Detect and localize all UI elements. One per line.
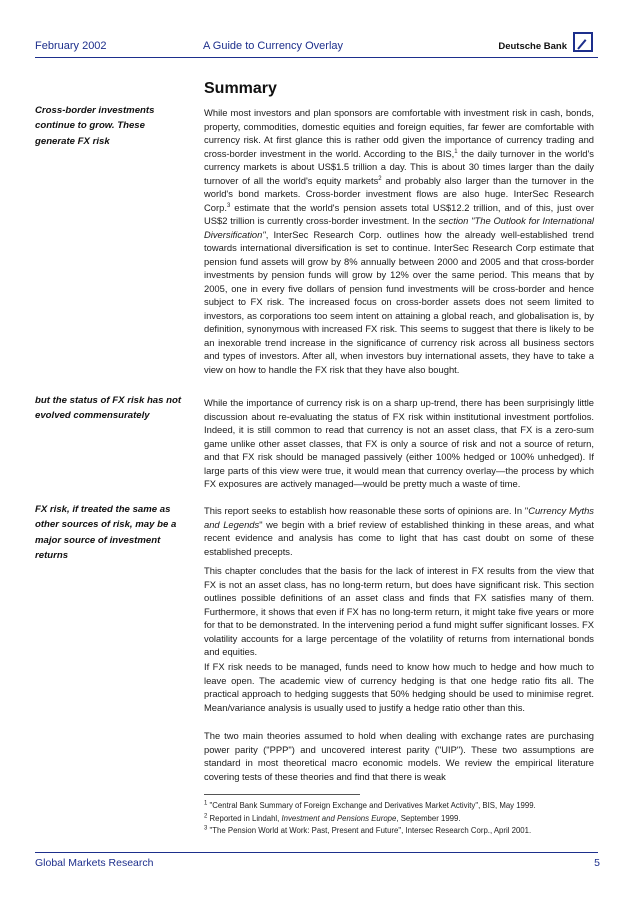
header-divider xyxy=(35,57,598,58)
paragraph-1: While most investors and plan sponsors are comfortable with investment risk in cash, bonds, property, commodities, domestic equities and foreign equities, far fewer are comfortable with currency risk. At first glance this is rather odd given the importance of currency trading and cross-border investment in the world. According to the BIS,$^1$ the daily turnover in the world's currency markets is about US$1.5 trillion a day. This is about 30 times larger than the daily turnover of all the world's equity markets$^2$ and probably also larger than the turnover in the world's bond markets. Cross-border investment flows are also huge. InterSec Research Corp.$^3$ estimate that the world's pension assets total US$12.2 trillion, and of this, just over US$2 trillion is currently cross-border investment. In the section "The Outlook for International Diversification", InterSec Research Corp. outlines how the already well-established trend towards international diversification is set to continue. InterSec Research Corp estimate that pension fund assets will grow by 8% annually between 2000 and 2005 and that cross-border investments by pension funds will grow by 12% over the same period. This means that by 2005, one in every five dollars of pension fund investments will be cross-border and hence subject to FX risk. The increased focus on cross-border assets does not seem limited to investors, as corporations too seem intent on attaining a global reach, and globalisation is, by definition, synonymous with increased FX risk. This seems to suggest that there is likely to be an inexorable trend increase in the significance of currency risk across all business sectors and types of investors. After all, when investors buy international assets, they have to take a view on how to handle the FX risk that they have also bought. xyxy=(204,107,594,375)
paragraph-2: While the importance of currency risk is on a sharp up-trend, there has been surprisingly little discussion about re-evaluating the status of FX risk within institutional investment portfolios. Indeed, it is still common to read that currency is not an asset class, that FX is a zero-sum game unlike other asset classes, that FX is only a source of risk and not a source of return, and that FX risk should be managed passively (either 100% hedged or 100% unhedged). If large parts of this view were true, it would mean that currency overlay—the process by which FX exposures are actively managed—would be pretty much a waste of time. xyxy=(204,397,594,489)
sidenote-3: FX risk, if treated the same as other sources of risk, may be a major source of investment returns xyxy=(35,504,177,561)
footnote-1: $^1$ "Central Bank Summary of Foreign Exchange and Derivatives Market Activity", BIS, May 1999. xyxy=(204,800,536,810)
sidenote-2: but the status of FX risk has not evolved commensurately xyxy=(35,395,182,422)
footnote-3: $^3$ "The Pension World at Work: Past, Present and Future", Intersec Research Corp., April 2001. xyxy=(204,825,532,835)
paragraph-4: This chapter concludes that the basis for the lack of interest in FX results from the view that FX is not an asset class, has no long-term return, but does have significant risk. This section outlines possible definitions of an asset class and finds that FX satisfies many of them. Furthermore, it shows that even if FX has no long-term return, it might take five years or more for that to be demonstrated. In the intervening period a fund might suffer significant losses. FX volatility accounts for a large percentage of the volatility of returns from international bonds and equities. xyxy=(204,565,594,657)
header-brand: Deutsche Bank xyxy=(498,41,567,52)
deutsche-bank-logo-icon xyxy=(573,32,593,52)
sidenote-1: Cross-border investments continue to grow. These generate FX risk xyxy=(35,105,155,147)
section-title: Summary xyxy=(204,80,277,97)
footnote-divider xyxy=(204,794,360,795)
footnote-mark-2: 2 xyxy=(378,175,382,182)
paragraph-5: If FX risk needs to be managed, funds need to know how much to hedge and how much to leave open. The academic view of currency hedging is that one hedge ratio fits all. The practical approach to hedging suggests that 50% hedging should be used to minimise regret. Mean/variance analysis is usually used to justify a hedge ratio other than this. xyxy=(204,661,594,713)
footnote-mark-3: 3 xyxy=(226,202,231,209)
footer-label: Global Markets Research xyxy=(35,857,154,869)
header-date: February 2002 xyxy=(35,40,107,52)
section-reference: section "The Outlook for International Diversification" xyxy=(204,215,594,240)
chapter-reference: Currency Myths and Legends xyxy=(204,505,594,530)
footer-divider xyxy=(35,852,598,853)
footnote-2: $^2$ Reported in Lindahl, Investment and Pensions Europe, September 1999. xyxy=(204,812,461,823)
footnotes xyxy=(204,800,594,838)
footnote-mark-1: 1 xyxy=(454,148,458,155)
paragraph-6: The two main theories assumed to hold when dealing with exchange rates are purchasing power parity ("PPP") and uncovered interest parity ("UIP"). These two assumptions are standard in most theoretical macro economic models. We review the empirical literature covering tests of these theories and find that there is weak xyxy=(204,730,594,782)
page-number: 5 xyxy=(594,857,600,869)
header-title: A Guide to Currency Overlay xyxy=(203,40,344,52)
paragraph-3: This report seeks to establish how reasonable these sorts of opinions are. In "Currency Myths and Legends" we begin with a brief review of established thinking in these areas, and what recent evidence and analysis has come to light that has cast doubt on some of these established precepts. xyxy=(204,505,594,557)
